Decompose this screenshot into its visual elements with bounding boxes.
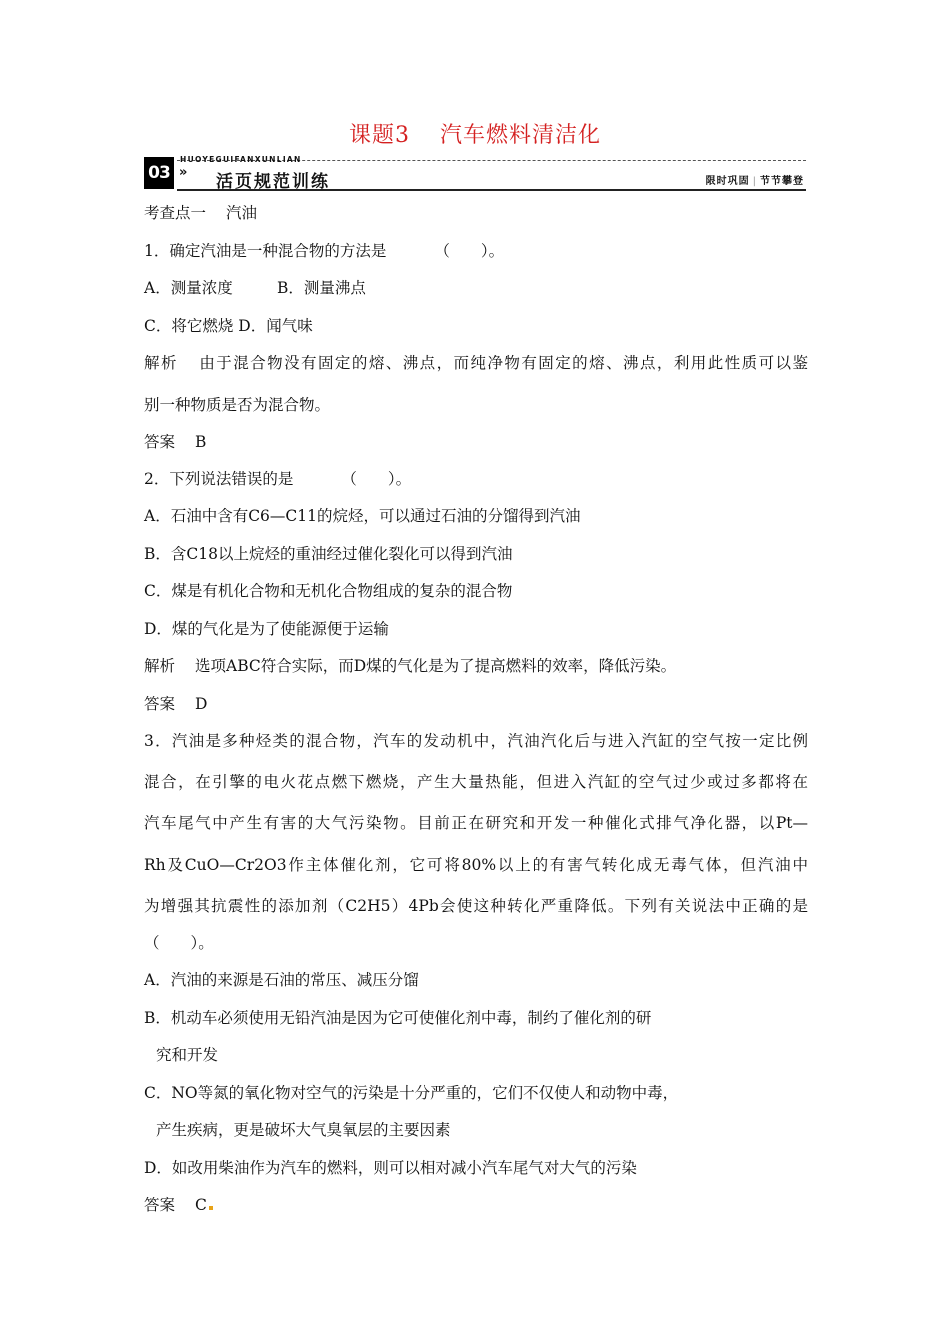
q2-answer-blank: （ ）。 (341, 470, 412, 488)
q3-option-c-line-1: C．NO等氮的氧化物对空气的污染是十分严重的，它们不仅使人和动物中毒， (144, 1084, 679, 1102)
q2-answer-label: 答案 (144, 695, 176, 713)
q3-answer-label: 答案 (144, 1196, 176, 1214)
q3-answer-value: C (195, 1196, 207, 1214)
q2-analysis-label: 解析 (144, 657, 176, 675)
q1-stem-text: 1．确定汽油是一种混合物的方法是 (144, 242, 387, 260)
section-banner (144, 157, 806, 191)
q2-stem-text: 2．下列说法错误的是 (144, 470, 294, 488)
q3-option-a: A．汽油的来源是石油的常压、减压分馏 (144, 971, 419, 989)
lesson-number: 课题3 (348, 123, 410, 148)
q1-options-ab (144, 276, 808, 298)
q3-stem-line-3: 汽车尾气中产生有害的大气污染物。目前正在研究和开发一种催化式排气净化器，以Pt— (144, 814, 808, 832)
banner-tagline-left: 限时巩固 (705, 176, 750, 187)
q2-option-c: C．煤是有机化合物和无机化合物组成的复杂的混合物 (144, 582, 513, 600)
q1-option-b: B．测量沸点 (277, 279, 366, 297)
section-name: 汽油 (226, 204, 258, 222)
banner-tagline-separator: | (752, 176, 757, 187)
q1-option-a: A．测量浓度 (144, 279, 233, 297)
orange-dot-mark (209, 1206, 213, 1210)
q2-analysis-text: 选项ABC符合实际，而D煤的气化是为了提高燃料的效率，降低污染。 (195, 657, 677, 675)
page-title (0, 118, 950, 149)
q2-option-b: B．含C18以上烷烃的重油经过催化裂化可以得到汽油 (144, 545, 513, 563)
banner-number-badge: 03 (144, 157, 174, 189)
q1-answer-value: B (195, 433, 207, 451)
q2-option-d: D．煤的气化是为了使能源便于运输 (144, 620, 389, 638)
q3-option-c-line-2: 产生疾病，更是破坏大气臭氧层的主要因素 (156, 1121, 451, 1139)
banner-heading: 活页规范训练 (216, 172, 330, 192)
section-heading (144, 201, 808, 223)
q1-analysis-text-1: 由于混合物没有固定的熔、沸点，而纯净物有固定的熔、沸点，利用此性质可以鉴 (197, 354, 808, 372)
q2-answer (144, 692, 808, 714)
q1-analysis-line-1 (144, 351, 808, 373)
banner-tagline-right: 节节攀登 (760, 176, 804, 187)
q3-option-d: D．如改用柴油作为汽车的燃料，则可以相对减小汽车尾气对大气的污染 (144, 1159, 637, 1177)
q3-option-b-line-2: 究和开发 (156, 1046, 219, 1064)
lesson-topic: 汽车燃料清洁化 (439, 123, 601, 148)
q1-analysis-label: 解析 (144, 354, 178, 372)
q3-option-b-line-1: B．机动车必须使用无铅汽油是因为它可使催化剂中毒，制约了催化剂的研 (144, 1009, 652, 1027)
banner-pinyin: HUOYEGUIFANXUNLIAN (180, 155, 302, 164)
q1-stem (144, 239, 808, 261)
q1-answer-label: 答案 (144, 433, 176, 451)
q3-stem-line-1: 3．汽油是多种烃类的混合物，汽车的发动机中，汽油汽化后与进入汽缸的空气按一定比例 (144, 732, 808, 750)
q3-stem-line-2: 混合，在引擎的电火花点燃下燃烧，产生大量热能，但进入汽缸的空气过少或过多都将在 (144, 773, 808, 791)
q1-option-cd: C．将它燃烧 D．闻气味 (144, 317, 313, 335)
q1-analysis-line-2: 别一种物质是否为混合物。 (144, 396, 331, 414)
q2-option-a: A．石油中含有C6—C11的烷烃，可以通过石油的分馏得到汽油 (144, 507, 581, 525)
q1-answer (144, 430, 808, 452)
q3-stem-line-4: Rh及CuO—Cr2O3作主体催化剂，它可将80%以上的有害气转化成无毒气体，但汽油中 (144, 856, 808, 874)
q1-answer-blank: （ ）。 (434, 242, 505, 260)
q2-analysis (144, 654, 808, 676)
q3-stem-line-5: 为增强其抗震性的添加剂（C2H5）4Pb会使这种转化严重降低。下列有关说法中正确的是 (144, 897, 808, 915)
q2-answer-value: D (195, 695, 208, 713)
double-chevron-icon: » (179, 165, 188, 180)
q3-answer (144, 1193, 808, 1215)
banner-tagline (706, 172, 804, 187)
q2-stem (144, 467, 808, 489)
banner-bottom-rule (177, 189, 806, 191)
section-label: 考查点一 (144, 204, 207, 222)
q3-answer-blank: （ ）。 (144, 934, 214, 952)
